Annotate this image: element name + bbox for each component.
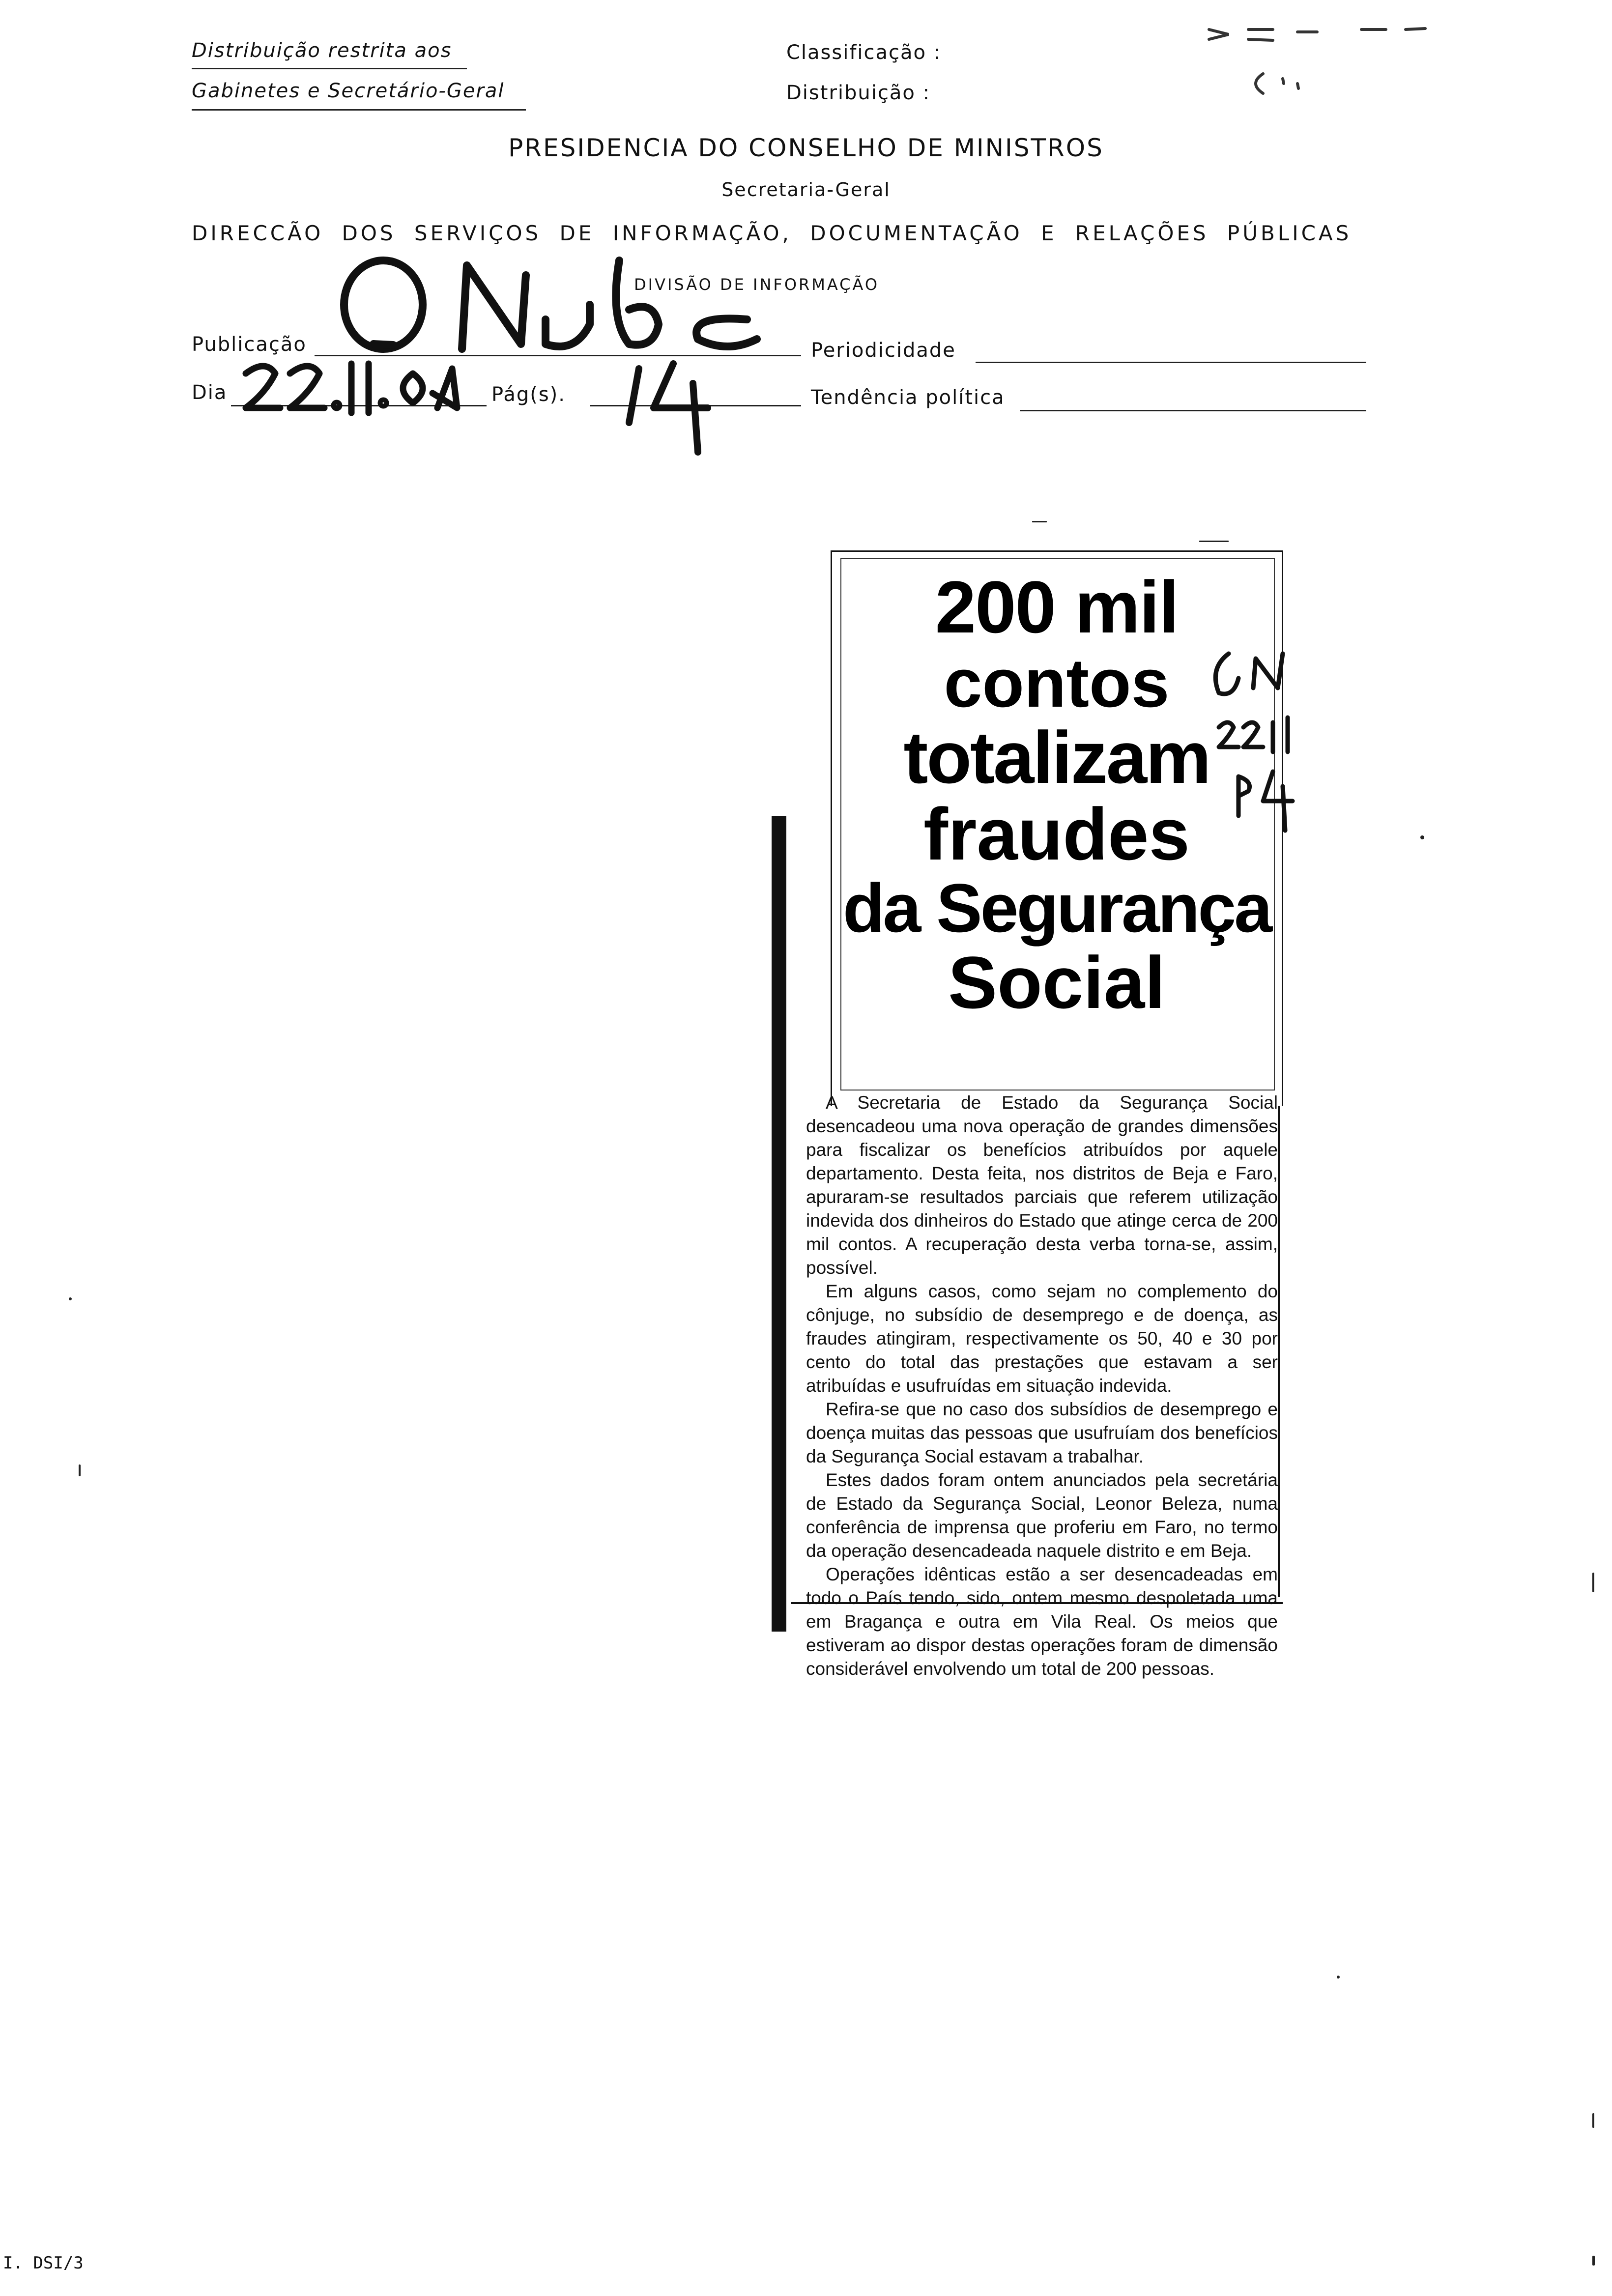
distribuicao-label: Distribuição : [786,82,931,104]
svg-text:22.11: 22.11 [1199,845,1201,846]
article-paragraph: Em alguns casos, como sejam no complemento do cônjuge, no subsídio de desemprego e de doença, as fraudes atingiram, respectivamente os 50, 40 e 30 por cento do total das prestações que estavam a ser atribuídas e usufruídas em situação indevida. [806,1281,1278,1396]
article-paragraph: Estes dados foram ontem anunciados pela secretária de Estado da Segurança Social, Leonor Beleza, numa conferência de imprensa que proferiu em Faro, no termo da operação desencadeada naquele distrito e em Beja. [806,1470,1278,1561]
svg-text:p.14: p.14 [1199,850,1201,851]
svg-text:DSI: DSI [1199,97,1200,98]
headline-line: da Segurança [842,869,1271,947]
pags-label: Pág(s). [491,383,566,406]
article-paragraph: Operações idênticas estão a ser desencadeadas em todo o País tendo, sido, ontem mesmo despoletada uma em Bragança e outra em Vila Real. Os meios que estiveram ao dispor destas operações foram de dimensão considerável envolvendo um total de 200 pessoas. [806,1564,1278,1679]
headline-line: 200 mil [935,566,1179,648]
headline-line: contos [944,644,1170,721]
classificacao-label: Classificação : [786,41,942,64]
tendencia-label: Tendência política [811,386,1005,409]
article-paragraph: Refira-se que no caso dos subsídios de desemprego e doença muitas das pessoas que usufruíam dos benefícios da Segurança Social estavam a trabalhar. [806,1399,1278,1466]
headline-line: totalizam [903,716,1210,799]
handwritten-corner-note [1199,10,1474,98]
org-subtitle: Secretaria-Geral [721,179,891,201]
svg-text:O Norte: O Norte [315,371,317,372]
svg-text:ON: ON [1199,840,1200,841]
clipping-left-edge [772,816,786,1632]
divisao-line: DIVISÃO DE INFORMAÇÃO [634,275,880,294]
restricted-line-2: Gabinetes e Secretário-Geral [192,80,505,102]
article-body [806,1091,1278,1681]
article-paragraph: A Secretaria de Estado da Segurança Social desencadeou uma nova operação de grandes dimensões para fiscalizar os benefícios atribuídos por aquele departamento. Desta feita, nos distritos de Beja e Faro, apuraram-se resultados parciais que referem utilização indevida dos dinheiros do Estado que atinge cerca de 200 mil contos. A recuperação desta verba torna-se, assim, possível. [806,1092,1278,1278]
footer-code: I. DSI/3 [3,2253,84,2273]
periodicidade-label: Periodicidade [811,339,956,362]
handwritten-page [609,354,737,462]
handwritten-date [236,354,482,418]
dia-label: Dia [192,381,228,404]
publicacao-label: Publicação [192,333,307,356]
headline-line: fraudes [923,793,1190,875]
org-title: PRESIDENCIA DO CONSELHO DE MINISTROS [508,134,1104,162]
handwritten-margin-note [1199,634,1317,860]
headline-line: Social [948,941,1165,1024]
restricted-line-1: Distribuição restrita aos [192,39,452,62]
direccao-line: DIRECCÃO DOS SERVIÇOS DE INFORMAÇÃO, DOCUMENTAÇÃO E RELAÇÕES PÚBLICAS [192,221,1352,245]
